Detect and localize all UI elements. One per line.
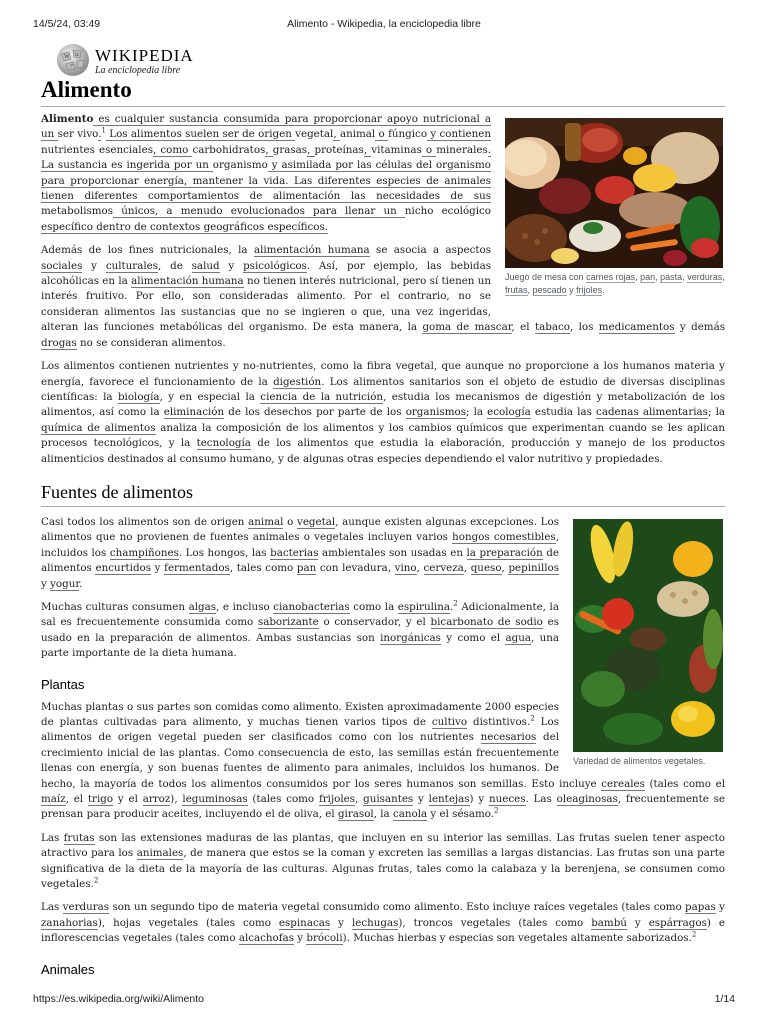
food-table-image[interactable] — [505, 118, 723, 268]
inline-link[interactable]: psicológicos — [243, 259, 307, 272]
inline-link[interactable]: pepinillos — [508, 562, 560, 575]
paragraph-text: y como el — [440, 631, 506, 644]
paragraph-text: y el — [113, 793, 143, 806]
inline-link[interactable]: maíz — [41, 793, 66, 806]
print-header — [0, 18, 768, 32]
inline-link[interactable]: alcachofas — [238, 932, 294, 945]
inline-link[interactable]: hongos comestibles — [452, 531, 556, 544]
paragraph-text: analiza la composición de los alimentos y los cambios químicos que experimentan cuando se les aplican procesos tecnológicos, y la — [41, 421, 726, 450]
paragraph-text: son un segundo tipo de materia vegetal consumido como alimento. Esto incluye raíces vegetales (tales como — [109, 901, 686, 914]
inline-link[interactable]: y asimilada por las células del organismo para proporcionar energía, mantener la vida. Las diferentes especies de animales tienen diferentes comportamientos de alimentación las necesidades de sus — [41, 159, 491, 203]
inline-link[interactable]: salud — [191, 259, 220, 272]
caption-text: y — [566, 285, 577, 295]
paragraph-text: o — [283, 515, 298, 528]
inline-link[interactable]: espárragos — [648, 916, 707, 929]
paragraph-text: ), troncos vegetales (tales como — [398, 916, 592, 929]
paragraph-text: nutrientes esenciales — [41, 143, 153, 156]
inline-link[interactable]: cianobacterias — [273, 600, 350, 613]
section-paragraph — [41, 900, 725, 946]
paragraph-text: (tales como el — [644, 777, 725, 790]
vegetables-photo — [573, 519, 723, 752]
subsection-heading-plantas: Plantas — [41, 676, 85, 692]
caption-link[interactable]: verduras — [687, 272, 723, 282]
inline-link[interactable]: . La sustancia es ingerida por un — [41, 143, 492, 172]
paragraph-text: , la — [373, 808, 393, 821]
inline-link[interactable]: ecología — [487, 406, 531, 419]
inline-link[interactable]: drogas — [41, 336, 77, 349]
inline-link[interactable]: girasol — [337, 808, 374, 821]
print-page-title: Alimento - Wikipedia, la enciclopedia libre — [287, 18, 481, 30]
paragraph-text: . — [449, 600, 454, 613]
paragraph-text: Casi todos los alimentos son de origen — [41, 515, 249, 528]
caption-text: , — [655, 272, 661, 282]
paragraph-text: ser vivo — [57, 128, 99, 141]
paragraph-text: . Los alimentos sanitarios son el objeto de estudio de diversas disciplinas científicas: la — [41, 375, 725, 403]
inline-link[interactable]: alimentación humana — [253, 244, 370, 257]
page-title: Alimento — [41, 76, 725, 107]
inline-link[interactable]: ciencia de la nutrición — [260, 390, 384, 403]
caption-link[interactable]: pasta — [660, 272, 683, 282]
print-url: https://es.wikipedia.org/wiki/Alimento — [33, 993, 204, 1005]
defined-term: Alimento — [41, 113, 94, 125]
paragraph-text: vitaminas — [371, 143, 422, 156]
inline-link[interactable]: cereales — [601, 777, 645, 790]
food-table-photo — [505, 118, 723, 268]
paragraph-text: , frecuentemente se prensan para producir aceites, incluyendo el de oliva, el — [41, 793, 725, 821]
inline-link[interactable]: fermentados — [164, 562, 230, 575]
inline-link[interactable]: espinacas — [278, 916, 331, 929]
wikipedia-wordmark: WIKIPEDIA — [95, 46, 194, 65]
citation-ref[interactable]: 2 — [494, 807, 499, 816]
paragraph-text: minerales — [436, 143, 488, 156]
caption-link[interactable]: pan — [640, 272, 656, 282]
paragraph-text: animal — [339, 128, 376, 141]
paragraph-text: Además de los fines nutricionales, la — [41, 244, 254, 257]
figure-food-table — [505, 118, 725, 297]
inline-link[interactable]: papas — [685, 901, 716, 914]
caption-link[interactable]: frutas — [505, 285, 528, 295]
paragraph-text: Adicionalmente, la sal es frecuentemente consumida como — [41, 600, 559, 629]
paragraph-text: y — [293, 932, 307, 945]
inline-link[interactable]: arroz — [142, 793, 171, 806]
caption-text: . — [602, 285, 605, 295]
paragraph-text: no tienen interés nutricional, pero sí tienen un interés fruitivo. Por ello, son consideradas alimento. Por el contrario, no se consideran alimentos las sustancias que no se ingieren o que, una vez ingeridas, alteran las funciones metabólicas del organismo. De esta manera, la — [41, 275, 491, 334]
caption-link[interactable]: carnes rojas — [586, 272, 636, 282]
paragraph-text: ). Muchas hierbas y especias son vegetales altamente saborizados. — [342, 932, 692, 945]
inline-link[interactable]: agua — [505, 631, 531, 644]
inline-link[interactable]: bambú — [591, 916, 627, 929]
caption-text: , — [635, 272, 641, 282]
paragraph-text: nicho ecológico — [404, 205, 491, 218]
inline-link[interactable]: digestión — [273, 375, 322, 388]
paragraph-text: del crecimiento inicial de las plantas. Como consecuencia de esto, las semillas están frecuentemente llenas con energía, y son buenas fuentes de alimento para animales, incluidos los humanos. De hecho, la mayoría de todos los alimentos consumidos por los seres humanos son semillas. Esto incluye — [41, 731, 602, 790]
print-footer — [0, 993, 768, 1007]
paragraph-text: vegetal — [295, 128, 334, 141]
paragraph-text: ) y — [469, 793, 489, 806]
caption-link[interactable]: frijoles — [576, 285, 603, 295]
paragraph-text: (tales como — [247, 793, 319, 806]
inline-link[interactable]: es cualquier sustancia consumida para proporcionar apoyo nutricional a un — [41, 113, 491, 141]
paragraph-text: organismo — [212, 159, 268, 172]
inline-link[interactable]: brócoli — [306, 932, 343, 945]
paragraph-text: , los — [569, 321, 599, 334]
inline-link[interactable]: frutas — [63, 831, 95, 844]
paragraph-text: , — [463, 562, 471, 575]
inline-link[interactable]: verduras — [62, 901, 110, 914]
inline-link[interactable]: medicamentos — [598, 321, 675, 334]
paragraph-text: grasas — [272, 143, 308, 156]
paragraph-text: con levadura, — [316, 562, 395, 575]
inline-link[interactable]: zanahorias — [41, 916, 98, 929]
citation-ref[interactable]: 2 — [530, 714, 535, 723]
citation-ref[interactable]: 2 — [691, 930, 697, 939]
wikipedia-tagline: La enciclopedia libre — [95, 65, 181, 76]
paragraph-text: ) e inflorescencias vegetales (tales como — [41, 916, 725, 945]
inline-link[interactable]: saborizante — [257, 616, 319, 629]
inline-link[interactable]: inorgánicas — [380, 631, 441, 644]
inline-link[interactable]: yogur — [50, 577, 80, 590]
paragraph-text: , estudia los mecanismos de digestión y metabolización de los alimentos, así como la — [41, 390, 725, 419]
inline-link[interactable]: biología — [117, 390, 160, 403]
paragraph-text: y — [413, 793, 429, 806]
paragraph-text: como la — [349, 600, 398, 613]
paragraph-text: o conservador, y el — [318, 616, 431, 629]
citation-ref[interactable]: 2 — [453, 599, 458, 608]
inline-link[interactable]: . — [98, 128, 102, 141]
paragraph-text: , el — [65, 793, 88, 806]
paragraph-text: de los desechos por parte de los — [224, 406, 406, 419]
paragraph-text: y — [82, 259, 106, 272]
inline-link[interactable]: cerveza — [423, 562, 464, 575]
inline-link[interactable]: lechugas — [351, 916, 399, 929]
svg-text:ア: ア — [69, 65, 75, 70]
paragraph-text: , incluidos los — [41, 531, 559, 559]
paragraph-text: . Así, por ejemplo, las bebidas alcohólicas en la — [41, 259, 491, 288]
section-paragraph — [41, 831, 725, 893]
paragraph-text: y — [626, 916, 649, 929]
paragraph-text: es usado en la preparación de alimentos. Ambas sustancias son — [41, 616, 560, 644]
inline-link[interactable]: tecnología — [196, 437, 251, 450]
paragraph-text: y — [219, 259, 244, 272]
caption-link[interactable]: pescado — [532, 285, 567, 295]
inline-link[interactable]: cultivo — [431, 716, 468, 728]
paragraph-text: , — [355, 793, 364, 806]
paragraph-text: y — [41, 577, 51, 590]
figure-caption — [505, 268, 725, 297]
subsection-heading-animales: Animales — [41, 961, 95, 977]
svg-text:Ω: Ω — [75, 53, 79, 58]
inline-link[interactable]: la preparación — [466, 546, 543, 559]
inline-link[interactable]: sociales — [41, 259, 83, 272]
paragraph-text: Las — [41, 831, 64, 844]
paragraph-text: ambientales son usadas en — [318, 546, 467, 559]
inline-link[interactable]: únicos, a menudo evolucionados para llenar un — [113, 205, 405, 218]
inline-link[interactable]: algas — [188, 600, 217, 613]
inline-link[interactable]: guisantes — [363, 793, 414, 806]
paragraph-text: proteínas — [314, 143, 364, 156]
paragraph-text: , aunque existen algunas excepciones. Los alimentos que no provienen de fuentes animales o vegetales incluyen varios — [41, 515, 559, 544]
caption-text: Juego de mesa con — [505, 272, 587, 282]
paragraph-text: , e incluso — [216, 600, 274, 613]
inline-link[interactable]: champiñones — [109, 546, 179, 559]
inline-link[interactable]: espirulina — [397, 600, 450, 613]
wikipedia-globe-icon — [55, 42, 91, 78]
inline-link[interactable]: leguminosas — [182, 793, 248, 806]
inline-link[interactable]: , — [363, 143, 372, 156]
section-heading-fuentes: Fuentes de alimentos — [41, 481, 725, 507]
paragraph-text: se asocia a aspectos — [369, 244, 492, 257]
vegetables-image[interactable] — [573, 519, 723, 752]
paragraph-text: y — [715, 901, 725, 914]
inline-link[interactable]: necesarios — [480, 731, 537, 744]
paragraph-text: de los alimentos que estudia la elaboración, producción y manejo de los productos alimenticios destinados al consumo humano, y de algunas otras especies dependiendo el valor nutritivo y propiedades. — [41, 437, 725, 465]
inline-link[interactable]: pan — [296, 562, 317, 575]
inline-link[interactable]: , como — [152, 143, 193, 156]
inline-link[interactable]: lentejas — [428, 793, 470, 806]
paragraph-text: y el sésamo. — [427, 808, 495, 821]
caption-text: , — [722, 272, 725, 282]
citation-ref[interactable]: 1 — [101, 126, 106, 135]
paragraph-text: y — [151, 562, 165, 575]
inline-link[interactable]: bicarbonato de sodio — [430, 616, 543, 629]
paragraph-text: . — [79, 577, 83, 590]
paragraph-text: metabolismos — [41, 205, 114, 218]
paragraph-text: y — [330, 916, 352, 929]
inline-link[interactable]: específico dentro de contextos geográficos específicos. — [41, 220, 329, 233]
inline-link[interactable]: frijoles — [318, 793, 356, 806]
inline-link[interactable]: queso — [470, 562, 502, 575]
print-datetime: 14/5/24, 03:49 — [33, 18, 101, 30]
wikipedia-logo[interactable] — [55, 42, 255, 78]
paragraph-text: Las — [41, 901, 63, 914]
inline-link[interactable]: encurtidos — [95, 562, 152, 575]
inline-link[interactable]: animales — [136, 847, 184, 860]
paragraph-text: ), hojas vegetales (tales como — [97, 916, 279, 929]
paragraph-text: son las extensiones maduras de las plantas, que incluyen en su interior las semillas. Las frutas suelen tener aspecto atractivo para los — [41, 831, 725, 860]
paragraph-text: fúngico — [388, 128, 428, 141]
inline-link[interactable]: o — [375, 128, 389, 141]
inline-link[interactable]: culturales — [105, 259, 159, 272]
paragraph-text: Muchas culturas consumen — [41, 600, 189, 613]
inline-link[interactable]: química de alimentos — [41, 421, 156, 434]
paragraph-text: y demás — [674, 321, 725, 334]
inline-link[interactable]: , — [265, 143, 273, 156]
paragraph-text: , — [501, 562, 509, 575]
inline-link[interactable]: vegetal — [297, 515, 336, 528]
paragraph-text: ; la — [707, 406, 726, 419]
inline-link[interactable]: oleaginosas — [556, 793, 618, 806]
paragraph-text: , y en especial la — [159, 390, 261, 403]
paragraph-text: carbohidratos — [192, 143, 266, 156]
inline-link[interactable]: goma de mascar — [422, 321, 512, 334]
paragraph-text: no se consideran alimentos. — [76, 336, 226, 349]
print-page-number: 1/14 — [714, 993, 735, 1005]
inline-link[interactable]: o — [421, 143, 437, 156]
paragraph-text: distintivos. — [467, 716, 531, 728]
paragraph-text: , de — [158, 259, 192, 272]
paragraph-text: , — [416, 562, 424, 575]
inline-link[interactable]: canola — [392, 808, 428, 821]
paragraph-text: . Las — [525, 793, 557, 806]
paragraph-text: ), — [170, 793, 183, 806]
inline-link[interactable]: tabaco — [534, 321, 570, 334]
inline-link[interactable]: organismos — [405, 406, 466, 419]
paragraph-text: Los alimentos contienen nutrientes y no-nutrientes, como la fibra vegetal, que aunque no proporcione a los humanos materia y energía, favorece el funcionamiento de la — [41, 360, 725, 388]
inline-link[interactable]: , — [307, 143, 315, 156]
intro-paragraph — [41, 359, 725, 467]
article-content — [41, 112, 725, 985]
inline-link[interactable]: animal — [248, 515, 284, 528]
inline-link[interactable]: eliminación — [163, 406, 225, 419]
paragraph-text: , tales como — [229, 562, 297, 575]
paragraph-text: , una parte importante de la dieta humana. — [41, 631, 559, 660]
paragraph-text: Los alimentos de origen vegetal pueden ser clasificados como con los nutrientes — [41, 716, 559, 744]
inline-link[interactable]: vino — [394, 562, 417, 575]
paragraph-text: de alimentos — [41, 546, 559, 575]
caption-text: , — [527, 285, 533, 295]
inline-link[interactable]: alimentación humana — [131, 275, 244, 288]
caption-text: , — [682, 272, 688, 282]
paragraph-text: ; la — [466, 406, 488, 419]
inline-link[interactable]: , — [333, 128, 340, 141]
inline-link[interactable]: trigo — [87, 793, 114, 806]
inline-link[interactable]: nueces — [488, 793, 526, 806]
paragraph-text: . Los hongos, las — [178, 546, 271, 559]
figure-caption: Variedad de alimentos vegetales. — [573, 755, 706, 766]
paragraph-text: , de manera que estos se la coman y excreten las semillas a largas distancias. Las frutas son una parte significativa de la dieta de la mayoría de las culturas. Algunas frutas, tales como la calabaza y la berenjena, se consumen como vegetales. — [41, 847, 725, 891]
figure-vegetables — [573, 519, 725, 768]
paragraph-text: Muchas plantas o sus partes son comidas como alimento. Existen aproximadamente 2000 especies de plantas cultivadas para alimento, y muchas tienen varios tipos de — [41, 700, 559, 728]
inline-link[interactable]: bacterias — [270, 546, 319, 559]
inline-link[interactable]: Los alimentos suelen ser de origen — [105, 128, 296, 141]
inline-link[interactable]: cadenas alimentarias — [596, 406, 708, 419]
paragraph-text: estudia las — [530, 406, 597, 419]
svg-text:W: W — [64, 54, 70, 60]
paragraph-text: , el — [511, 321, 535, 334]
citation-ref[interactable]: 2 — [93, 876, 99, 885]
inline-link[interactable]: y contienen — [427, 128, 491, 141]
